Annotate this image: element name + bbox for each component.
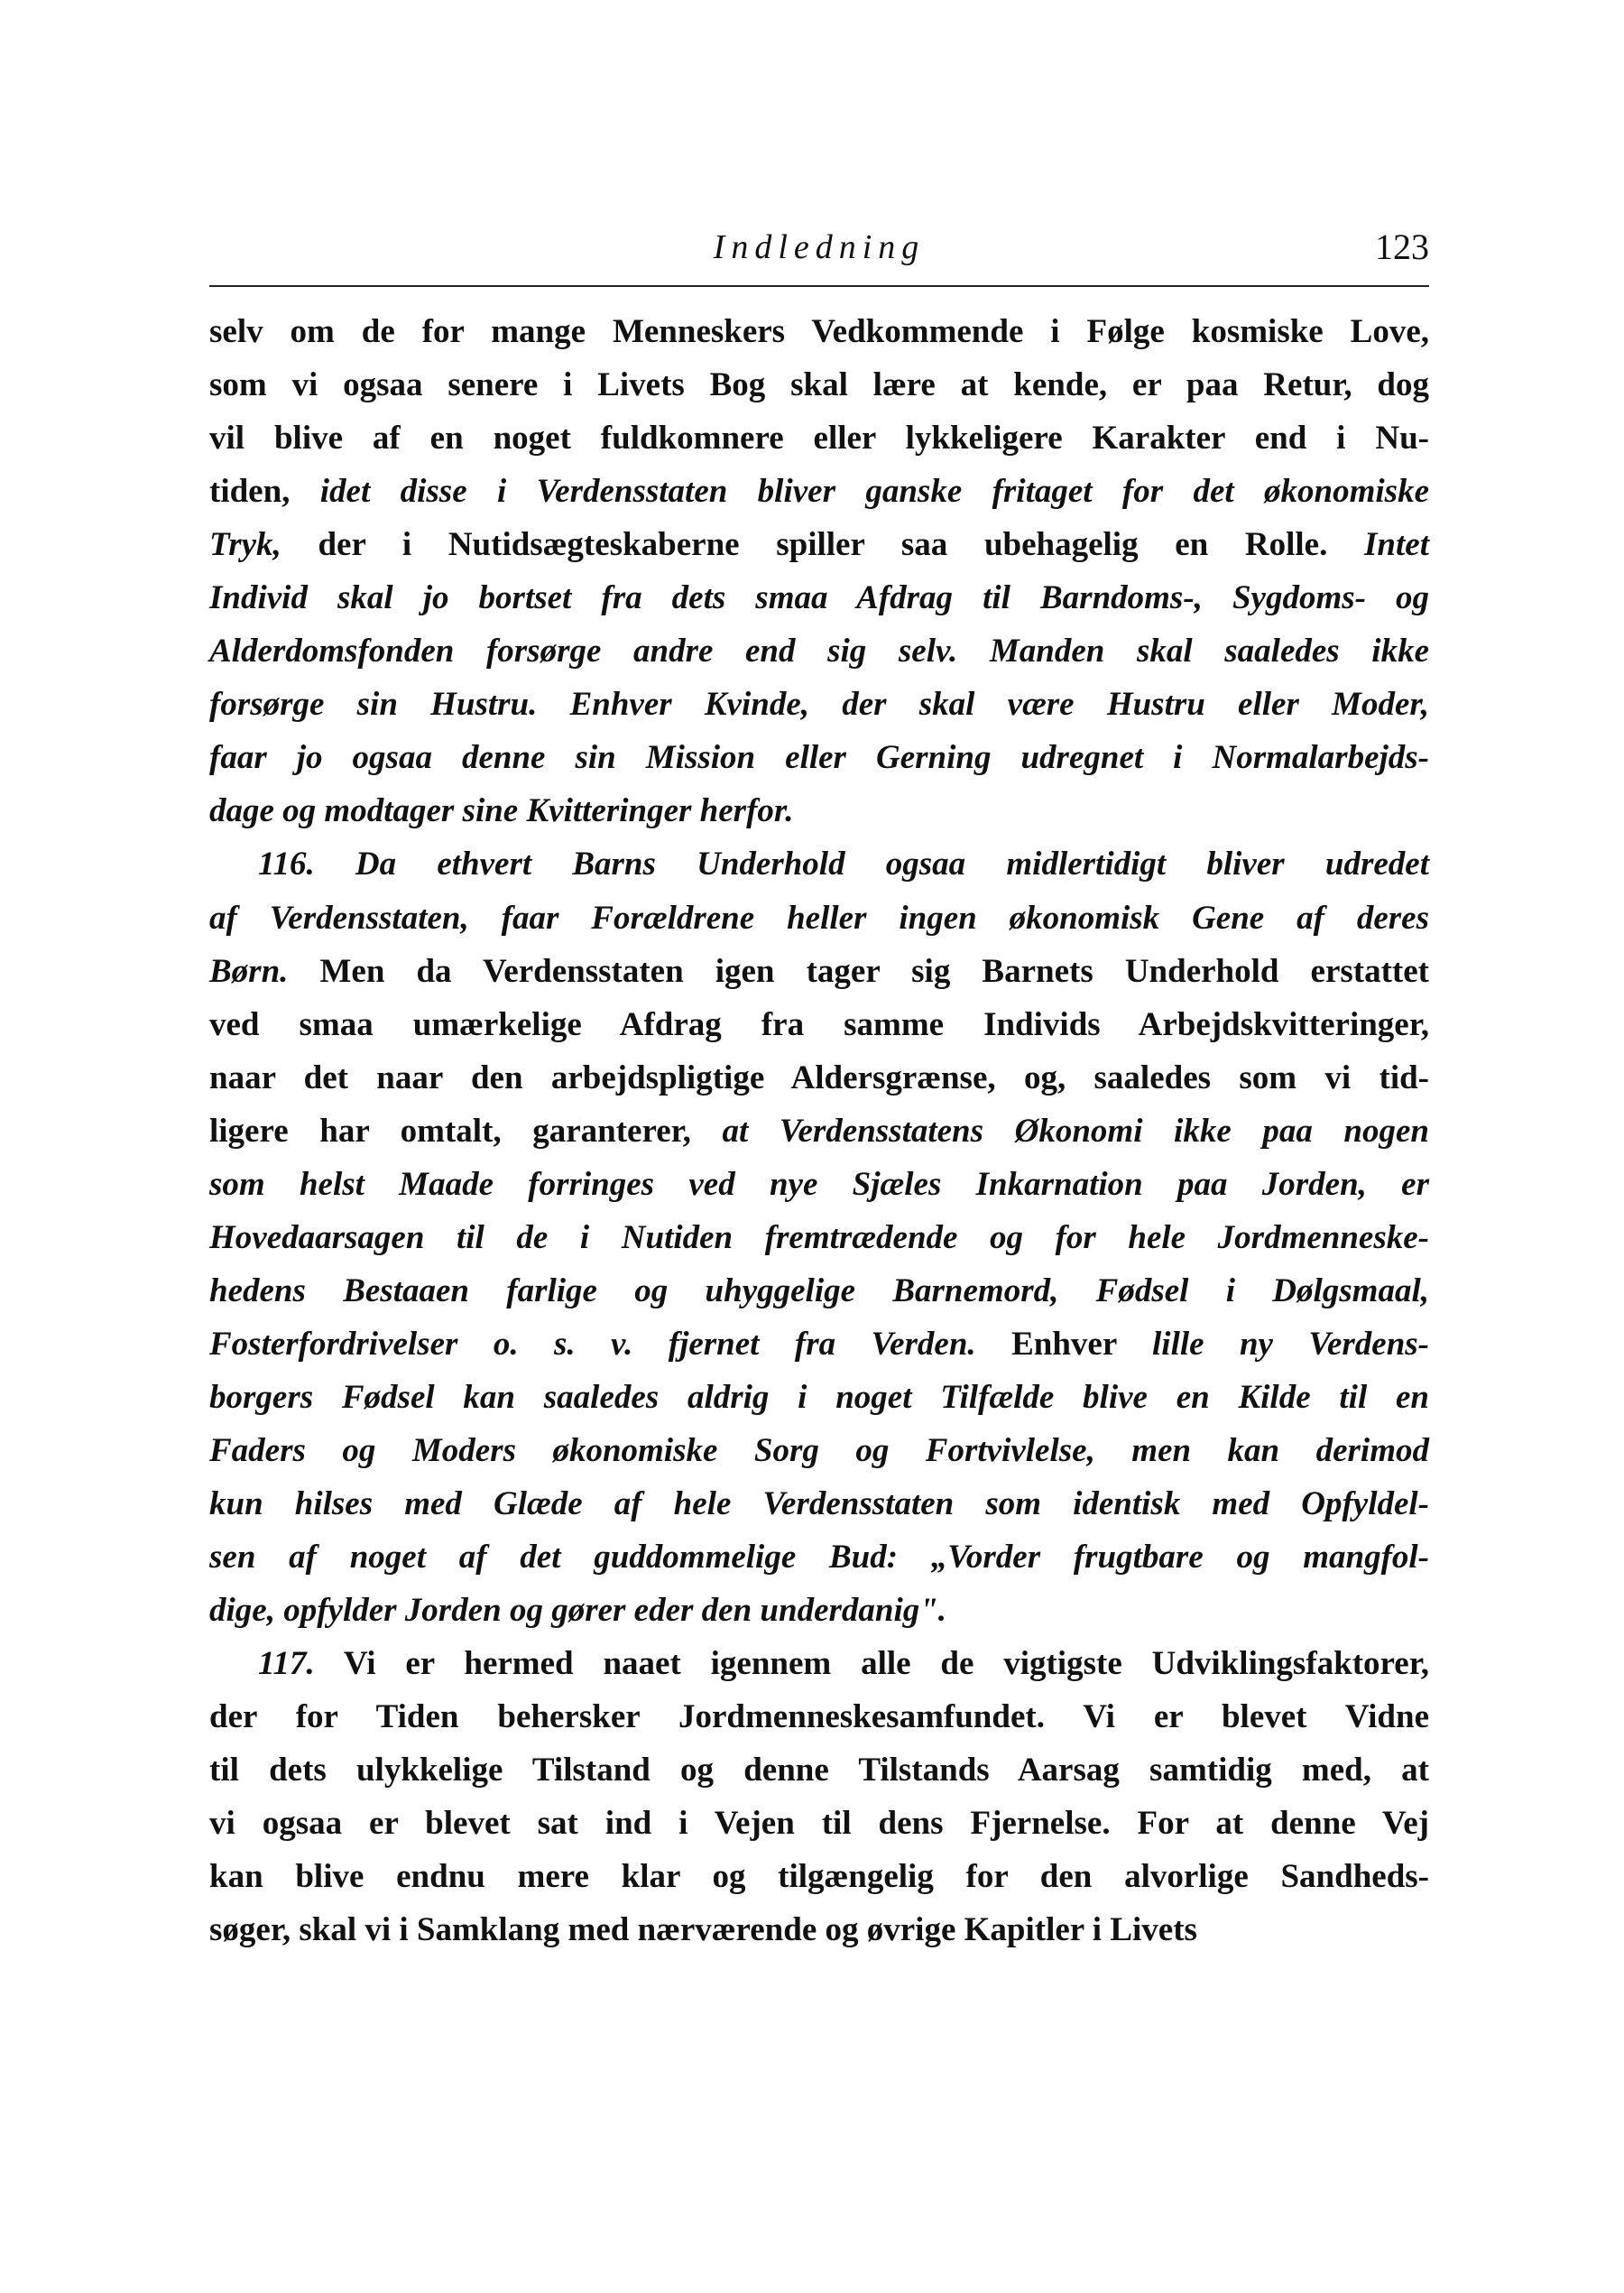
text-span: naar det naar den arbejdspligtige Aldersgrænse, og, saaledes som vi tid- [209, 1059, 1429, 1096]
text-line [209, 1743, 1429, 1797]
page-number: 123 [1375, 227, 1429, 267]
text-span: vi ogsaa er blevet sat ind i Vejen til dens Fjernelse. For at denne Vej [209, 1805, 1429, 1843]
text-line [209, 305, 1429, 358]
text-span: Men da Verdensstaten igen tager sig Barnets Underhold erstattet [288, 952, 1429, 990]
text-line [209, 1637, 1429, 1690]
italic-span: 117. [258, 1645, 315, 1683]
italic-span: at Verdensstatens Økonomi ikke paa nogen [722, 1112, 1429, 1150]
text-line [209, 1903, 1429, 1956]
text-line [209, 465, 1429, 518]
body-text [209, 305, 1429, 1956]
italic-span: borgers Fødsel kan saaledes aldrig i noget Tilfælde blive en Kilde til en [209, 1378, 1429, 1416]
text-line [209, 1797, 1429, 1850]
header-rule [209, 285, 1429, 287]
italic-span: idet disse i Verdensstaten bliver ganske fritaget for det økonomiske [319, 473, 1429, 511]
text-span: vil blive af en noget fuldkomnere eller lykkeligere Karakter end i Nu- [209, 420, 1429, 458]
text-line [209, 998, 1429, 1051]
italic-span: sen af noget af det guddommelige Bud: „Vorder frugtbare og mangfol- [209, 1539, 1429, 1576]
italic-span: Individ skal jo bortset fra dets smaa Afdrag til Barndoms-, Sygdoms- og [209, 579, 1429, 617]
text-span: søger, skal vi i Samklang med nærværende og øvrige Kapitler i Livets [209, 1911, 1197, 1949]
text-line [209, 624, 1429, 678]
text-span: som vi ogsaa senere i Livets Bog skal lære at kende, er paa Retur, dog [209, 366, 1429, 404]
italic-span: Faders og Moders økonomiske Sorg og Fortvivlelse, men kan derimod [209, 1431, 1429, 1469]
italic-span: dage og modtager sine Kvitteringer herfor. [209, 792, 794, 830]
text-line [209, 731, 1429, 784]
text-line [209, 945, 1429, 998]
text-line [209, 1051, 1429, 1105]
text-line [209, 784, 1429, 837]
italic-span: Tryk, [209, 526, 281, 564]
text-line [209, 1264, 1429, 1318]
italic-span: som helst Maade forringes ved nye Sjæles Inkarnation paa Jorden, er [209, 1165, 1429, 1203]
text-line [209, 411, 1429, 465]
text-line [209, 518, 1429, 571]
text-line [209, 837, 1429, 891]
text-span: der i Nutidsægteskaberne spiller saa ubehagelig en Rolle. [281, 526, 1365, 564]
text-span: selv om de for mange Menneskers Vedkommende i Følge kosmiske Love, [209, 313, 1429, 350]
text-line [209, 1477, 1429, 1530]
italic-span: af Verdensstaten, faar Forældrene heller ingen økonomisk Gene af deres [209, 899, 1429, 937]
italic-span: dige, opfylder Jorden og gører eder den underdanig". [209, 1592, 947, 1630]
text-line [209, 1424, 1429, 1477]
text-line [209, 1158, 1429, 1211]
text-span: ligere har omtalt, garanterer, [209, 1112, 723, 1150]
text-line [209, 1105, 1429, 1158]
text-line [209, 571, 1429, 624]
italic-span: Hovedaarsagen til de i Nutiden fremtrædende og for hele Jordmenneske- [209, 1218, 1429, 1256]
text-line [209, 1850, 1429, 1903]
text-span: Vi er hermed naaet igennem alle de vigtigste Udviklingsfaktorer, [314, 1645, 1429, 1683]
text-line [209, 1530, 1429, 1584]
italic-span: forsørge sin Hustru. Enhver Kvinde, der skal være Hustru eller Moder, [209, 686, 1429, 724]
text-line [209, 1690, 1429, 1743]
italic-span: Intet [1364, 526, 1429, 564]
italic-span: lille ny Verdens- [1152, 1325, 1429, 1363]
text-line [209, 1318, 1429, 1371]
text-span: tiden, [209, 473, 320, 511]
italic-span: Børn. [209, 952, 289, 990]
italic-span: hedens Bestaaen farlige og uhyggelige Barnemord, Fødsel i Dølgsmaal, [209, 1271, 1429, 1309]
text-line [209, 1211, 1429, 1264]
text-span: der for Tiden behersker Jordmenneskesamfundet. Vi er blevet Vidne [209, 1698, 1429, 1736]
text-span: til dets ulykkelige Tilstand og denne Tilstands Aarsag samtidig med, at [209, 1752, 1429, 1789]
italic-span: Fosterfordrivelser o. s. v. fjernet fra Verden. [209, 1325, 976, 1363]
text-line [209, 1371, 1429, 1424]
text-line [209, 678, 1429, 731]
running-head [209, 224, 1429, 278]
italic-span: faar jo ogsaa denne sin Mission eller Gerning udregnet i Normalarbejds- [209, 739, 1429, 777]
text-span: ved smaa umærkelige Afdrag fra samme Individs Arbejdskvitteringer, [209, 1005, 1429, 1043]
italic-span: 116. Da ethvert Barns Underhold ogsaa midlertidigt bliver udredet [258, 846, 1429, 883]
text-line [209, 358, 1429, 411]
text-line [209, 1584, 1429, 1637]
text-span: kan blive endnu mere klar og tilgængelig for den alvorlige Sandheds- [209, 1858, 1429, 1896]
text-span: Enhver [975, 1325, 1153, 1363]
italic-span: kun hilses med Glæde af hele Verdensstaten som identisk med Opfyldel- [209, 1485, 1429, 1523]
text-line [209, 892, 1429, 945]
italic-span: Alderdomsfonden forsørge andre end sig selv. Manden skal saaledes ikke [209, 633, 1429, 670]
running-title: Indledning [713, 228, 926, 266]
